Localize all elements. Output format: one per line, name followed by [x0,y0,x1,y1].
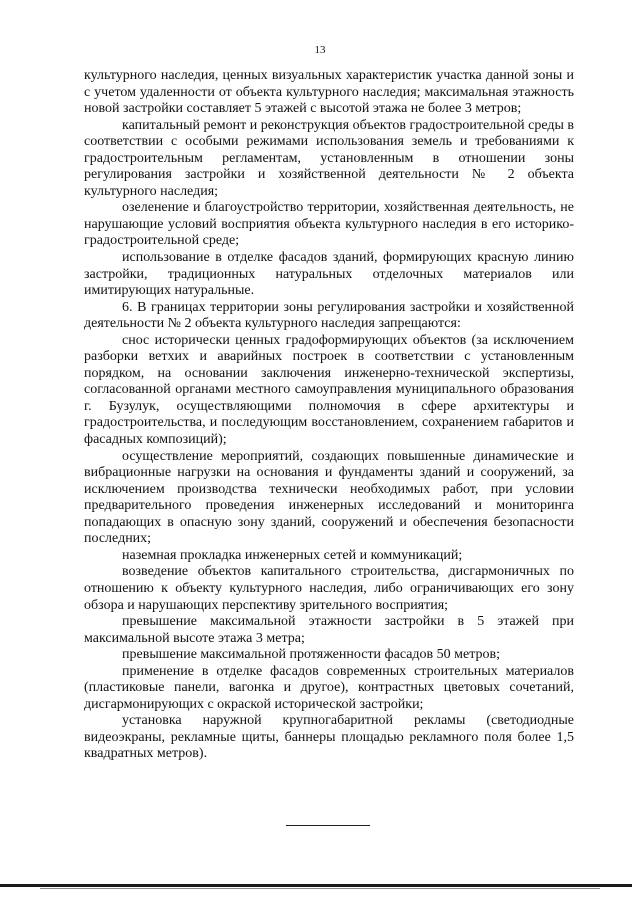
end-separator-line [286,825,370,826]
paragraph: наземная прокладка инженерных сетей и коммуникаций; [122,547,463,563]
scan-edge-line-faint [40,888,600,889]
paragraph: использование в отделке фасадов зданий, формирующих красную линию застройки, традиционных натуральных отделочных материалов или имитирующих натуральные. [84,250,574,299]
page-number: 13 [314,44,326,56]
document-body [84,68,574,763]
paragraph: превышение максимальной этажности застройки в 5 этажей при максимальной высоте этажа 3 метра; [84,614,574,646]
paragraph: возведение объектов капитального строительства, дисгармоничных по отношению к объекту культурного наследия, либо ограничивающих его зону обзора и нарушающих перспективу зрительного восприятия; [84,564,574,613]
paragraph: установка наружной крупногабаритной рекламы (светодиодные видеоэкраны, рекламные щиты, баннеры площадью рекламного поля более 1,5 квадратных метров). [84,713,574,762]
scan-edge-line [0,884,632,887]
paragraph: озеленение и благоустройство территории, хозяйственная деятельность, не нарушающие условий восприятия объекта культурного наследия в его историко-градостроительной среде; [84,200,574,249]
section-heading-paragraph: 6. В границах территории зоны регулирования застройки и хозяйственной деятельности № 2 объекта культурного наследия запрещаются: [84,299,574,332]
paragraph: культурного наследия, ценных визуальных характеристик участка данной зоны и с учетом удаленности от объекта культурного наследия; максимальная этажность новой застройки составляет 5 этажей с высотой этажа не более 3 метров; [84,68,574,117]
paragraph: осуществление мероприятий, создающих повышенные динамические и вибрационные нагрузки на основания и фундаменты зданий и сооружений, за исключением производства технически необходимых работ, при условии предварительного проведения инженерных исследований и мониторинга попадающих в опасную зону зданий, сооружений и обеспечения безопасности последних; [84,448,574,547]
paragraph: капитальный ремонт и реконструкция объектов градостроительной среды в соответствии с особыми режимами использования земель и требованиями к градостроительным регламентам, установленным в отношении зоны регулирования застройки и хозяйственной деятельности № 2 объекта культурного наследия; [84,117,574,199]
paragraph: превышение максимальной протяженности фасадов 50 метров; [122,647,501,663]
paragraph: снос исторически ценных градоформирующих объектов (за исключением разборки ветхих и аварийных построек в соответствии с установленным порядком, на основании заключения инженерно-технической экспертизы, согласованной органами местного самоуправления муниципального образования г. Бузулук, осуществляющими полномочия в сфере архитектуры и градостроительства, и последующим восстановлением, сохранением габаритов и фасадных композиций); [84,332,574,448]
paragraph: применение в отделке фасадов современных строительных материалов (пластиковые панели, вагонка и другое), контрастных цветовых сочетаний, дисгармонирующих с окраской исторической застройки; [84,663,574,712]
